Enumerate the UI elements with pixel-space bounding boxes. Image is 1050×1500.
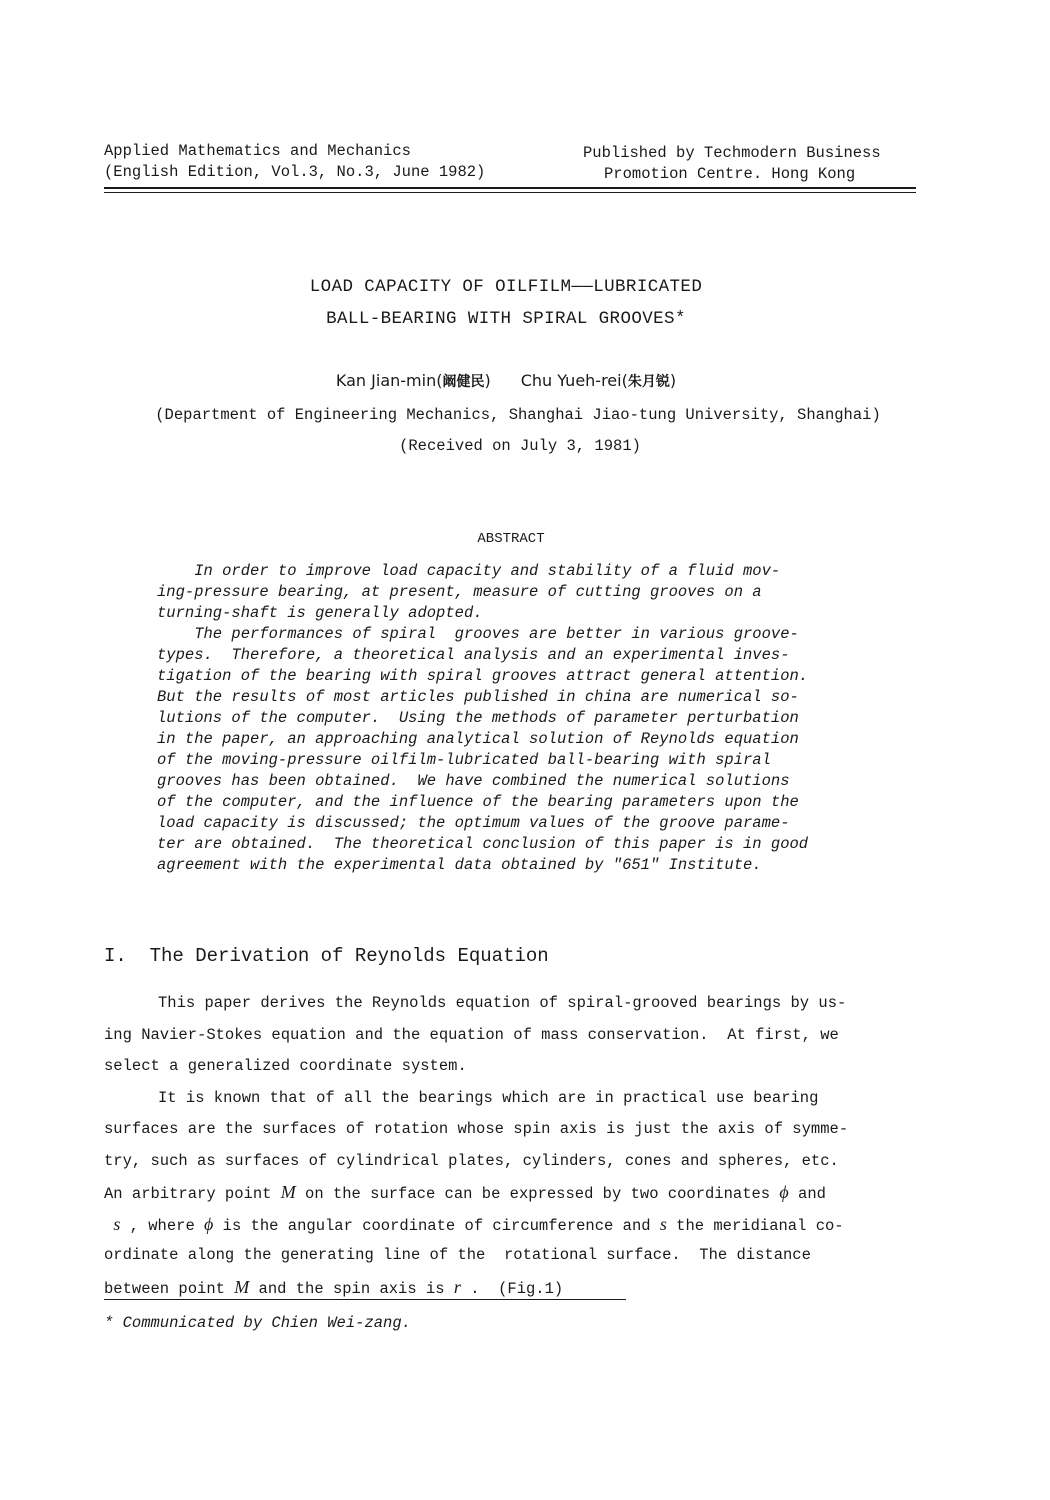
publisher-header xyxy=(583,143,881,185)
abstract-line: of the moving-pressure oilfilm-lubricated ball-bearing with spiral xyxy=(157,751,771,769)
body-text-run: , where xyxy=(120,1216,205,1235)
abstract-line: lutions of the computer. Using the methods of parameter perturbation xyxy=(157,709,799,727)
abstract-line: in the paper, an approaching analytical solution of Reynolds equation xyxy=(157,730,799,748)
section-number: I. xyxy=(104,945,127,967)
body-line: It is known that of all the bearings which are in practical use bearing xyxy=(158,1088,819,1107)
body-line: ing Navier-Stokes equation and the equation of mass conservation. At first, we xyxy=(104,1025,839,1044)
author-2-name: Chu Yueh-rei xyxy=(520,371,622,390)
abstract-line: But the results of most articles published in china are numerical so- xyxy=(157,688,799,706)
section-heading xyxy=(104,945,549,967)
affiliation: (Department of Engineering Mechanics, Shanghai Jiao-tung University, Shanghai) xyxy=(155,406,881,424)
body-text-run: and the spin axis is xyxy=(249,1279,454,1298)
abstract-line: ter are obtained. The theoretical conclusion of this paper is in good xyxy=(157,835,809,853)
body-text-run: between point xyxy=(104,1279,235,1298)
body-text-run: the meridianal co- xyxy=(666,1216,844,1235)
journal-line-1: Applied Mathematics and Mechanics xyxy=(104,142,411,160)
abstract-line: of the computer, and the influence of the bearing parameters upon the xyxy=(157,793,799,811)
math-symbol-phi: ϕ xyxy=(779,1182,789,1202)
header-rule-thick xyxy=(104,187,916,189)
abstract-line: types. Therefore, a theoretical analysis and an experimental inves- xyxy=(157,646,790,664)
journal-header xyxy=(104,141,485,183)
math-symbol-s: s xyxy=(113,1213,121,1234)
body-line: surfaces are the surfaces of rotation whose spin axis is just the axis of symme- xyxy=(104,1120,849,1138)
abstract-body xyxy=(157,561,887,876)
body-line: select a generalized coordinate system. xyxy=(104,1057,467,1075)
paper-title-line-1: LOAD CAPACITY OF OILFILM——LUBRICATED xyxy=(309,277,703,297)
body-line: This paper derives the Reynolds equation of spiral-grooved bearings by us- xyxy=(158,994,847,1012)
abstract-line: The performances of spiral grooves are better in various groove- xyxy=(157,625,799,643)
math-symbol-M: M xyxy=(280,1182,296,1202)
math-symbol-r: r xyxy=(453,1276,461,1297)
footnote: * Communicated by Chien Wei-zang. xyxy=(104,1314,411,1332)
body-text-run: is the angular coordinate of circumference and xyxy=(213,1216,660,1235)
math-symbol-phi: ϕ xyxy=(204,1213,214,1234)
body-text-run: . (Fig.1) xyxy=(460,1279,564,1298)
section-title: The Derivation of Reynolds Equation xyxy=(149,945,549,967)
body-line: ordinate along the generating line of the rotational surface. The distance xyxy=(104,1246,811,1264)
body-text-run: on the surface can be expressed by two coordinates xyxy=(295,1185,780,1203)
abstract-line: load capacity is discussed; the optimum values of the groove parame- xyxy=(157,814,790,832)
header-rule-thin xyxy=(104,192,916,193)
footnote-rule xyxy=(104,1299,626,1300)
body-line: try, such as surfaces of cylindrical plates, cylinders, cones and spheres, etc. xyxy=(104,1151,839,1170)
body-text-run: An arbitrary point xyxy=(104,1185,281,1203)
author-1-name: Kan Jian-min xyxy=(335,371,437,390)
body-text xyxy=(104,988,934,1303)
body-line xyxy=(104,1209,934,1241)
paper-title-line-2: BALL-BEARING WITH SPIRAL GROOVES* xyxy=(326,309,686,329)
author-1-chinese-name: 阚健民 xyxy=(442,374,485,390)
math-symbol-s: s xyxy=(659,1213,667,1234)
abstract-line: In order to improve load capacity and stability of a fluid mov- xyxy=(157,562,781,580)
abstract-line: tigation of the bearing with spiral grooves attract general attention. xyxy=(157,667,809,685)
author-2-chinese-name: 朱月锐 xyxy=(627,374,670,390)
abstract-line: agreement with the experimental data obtained by "651" Institute. xyxy=(157,856,762,874)
authors: Kan Jian-min(阚健民) Chu Yueh-rei(朱月锐) xyxy=(335,371,677,390)
body-text-run: and xyxy=(788,1185,826,1203)
received-date: (Received on July 3, 1981) xyxy=(399,437,641,455)
publisher-line-2: Promotion Centre. Hong Kong xyxy=(604,165,856,183)
math-symbol-M: M xyxy=(234,1276,250,1297)
abstract-line: grooves has been obtained. We have combined the numerical solutions xyxy=(157,772,790,790)
publisher-line-1: Published by Techmodern Business xyxy=(583,144,881,162)
abstract-line: ing-pressure bearing, at present, measure of cutting grooves on a xyxy=(157,583,762,601)
abstract-heading: ABSTRACT xyxy=(477,531,545,547)
journal-line-2: (English Edition, Vol.3, No.3, June 1982) xyxy=(104,163,486,181)
abstract-line: turning-shaft is generally adopted. xyxy=(157,604,483,622)
body-line xyxy=(104,1177,934,1209)
